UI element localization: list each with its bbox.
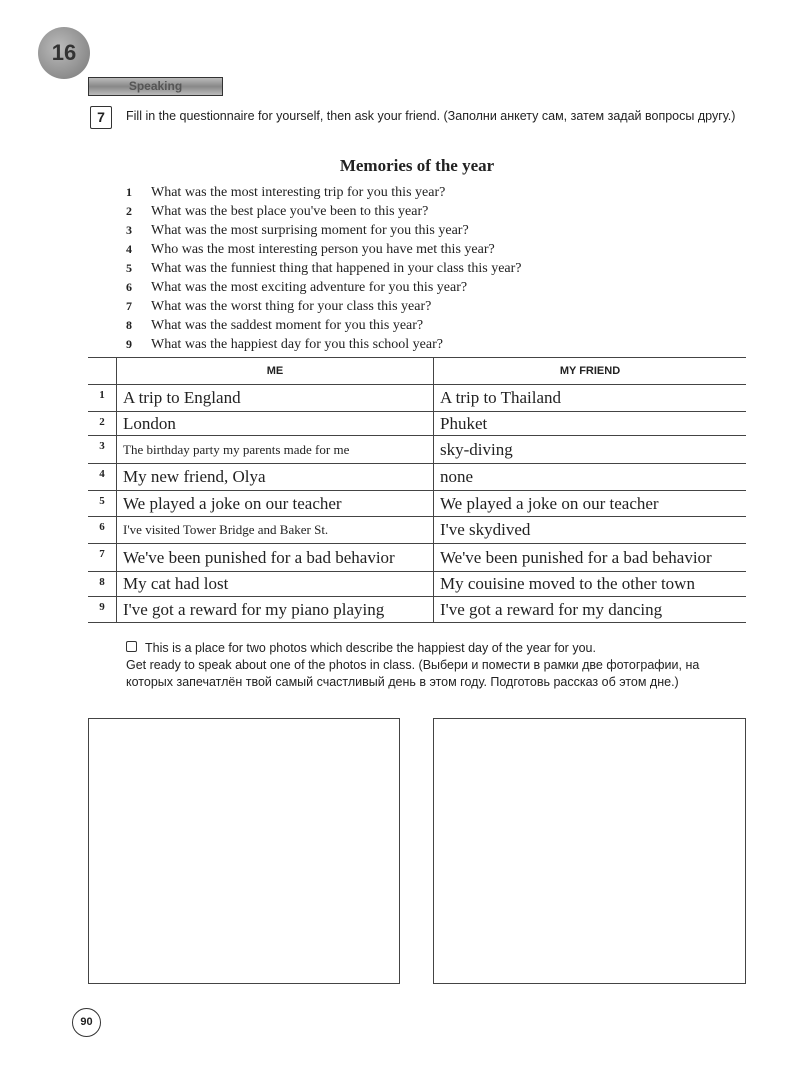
question-number: 1: [126, 185, 132, 199]
me-answer[interactable]: My new friend, Olya: [117, 464, 434, 491]
question-number: 5: [126, 261, 132, 275]
row-number: 2: [88, 412, 117, 436]
friend-answer[interactable]: My couisine moved to the other town: [434, 572, 747, 597]
question-item: [126, 259, 522, 278]
question-item: [126, 297, 522, 316]
table-row: [88, 491, 746, 517]
table-row: [88, 572, 746, 597]
question-text: What was the most interesting trip for you this year?: [151, 185, 446, 200]
me-answer[interactable]: The birthday party my parents made for me: [117, 436, 434, 464]
question-item: [126, 316, 522, 335]
question-item: [126, 202, 522, 221]
question-text: What was the best place you've been to this year?: [151, 204, 429, 219]
question-item: [126, 335, 522, 354]
row-number: 4: [88, 464, 117, 491]
friend-answer[interactable]: We've been punished for a bad behavior: [434, 544, 747, 572]
friend-answer[interactable]: none: [434, 464, 747, 491]
me-answer[interactable]: We played a joke on our teacher: [117, 491, 434, 517]
question-number: 2: [126, 204, 132, 218]
row-number: 5: [88, 491, 117, 517]
question-item: [126, 221, 522, 240]
question-item: [126, 183, 522, 202]
photo-instruction-line1: This is a place for two photos which describe the happiest day of the year for you.: [145, 641, 596, 655]
table-row: [88, 436, 746, 464]
photo-frame-left[interactable]: [88, 718, 400, 984]
friend-answer[interactable]: I've got a reward for my dancing: [434, 597, 747, 623]
friend-answer[interactable]: I've skydived: [434, 517, 747, 544]
photo-instruction-line2: Get ready to speak about one of the photos in class. (Выбери и помести в рамки две фотографии, на которых запечатлён твой самый счастливый день в этом году. Подготовь рассказ об этом дне.): [126, 658, 700, 689]
unit-badge: 16: [38, 27, 90, 79]
row-number: 8: [88, 572, 117, 597]
question-text: What was the worst thing for your class this year?: [151, 299, 432, 314]
friend-header: MY FRIEND: [434, 358, 747, 385]
question-text: What was the saddest moment for you this year?: [151, 318, 424, 333]
row-number-header: [88, 358, 117, 385]
question-number: 8: [126, 318, 132, 332]
me-answer[interactable]: We've been punished for a bad behavior: [117, 544, 434, 572]
question-number: 4: [126, 242, 132, 256]
row-number: 3: [88, 436, 117, 464]
question-number: 3: [126, 223, 132, 237]
task-instruction: Fill in the questionnaire for yourself, then ask your friend. (Заполни анкету сам, затем задай вопросы другу.): [126, 109, 736, 123]
row-number: 9: [88, 597, 117, 623]
question-text: Who was the most interesting person you have met this year?: [151, 242, 495, 257]
question-number: 9: [126, 337, 132, 351]
row-number: 6: [88, 517, 117, 544]
photo-frame-right[interactable]: [433, 718, 746, 984]
row-number: 1: [88, 385, 117, 412]
me-answer[interactable]: I've got a reward for my piano playing: [117, 597, 434, 623]
page-number: 90: [72, 1008, 101, 1037]
section-label: Speaking: [88, 77, 223, 96]
question-item: [126, 240, 522, 259]
friend-answer[interactable]: Phuket: [434, 412, 747, 436]
question-text: What was the most exciting adventure for you this year?: [151, 280, 468, 295]
table-row: [88, 597, 746, 623]
answers-table: [88, 357, 746, 623]
question-list: [126, 183, 522, 354]
friend-answer[interactable]: We played a joke on our teacher: [434, 491, 747, 517]
question-item: [126, 278, 522, 297]
table-row: [88, 385, 746, 412]
table-row: [88, 464, 746, 491]
friend-answer[interactable]: sky-diving: [434, 436, 747, 464]
table-row: [88, 412, 746, 436]
me-answer[interactable]: I've visited Tower Bridge and Baker St.: [117, 517, 434, 544]
question-text: What was the happiest day for you this school year?: [151, 337, 443, 352]
checkbox-icon: [126, 641, 137, 652]
questionnaire-title: Memories of the year: [339, 156, 495, 175]
question-number: 7: [126, 299, 132, 313]
me-answer[interactable]: London: [117, 412, 434, 436]
me-answer[interactable]: A trip to England: [117, 385, 434, 412]
me-header: ME: [117, 358, 434, 385]
question-text: What was the most surprising moment for you this year?: [151, 223, 469, 238]
table-row: [88, 517, 746, 544]
row-number: 7: [88, 544, 117, 572]
question-number: 6: [126, 280, 132, 294]
photo-instruction: [126, 640, 746, 691]
task-number: 7: [90, 106, 112, 129]
me-answer[interactable]: My cat had lost: [117, 572, 434, 597]
table-row: [88, 544, 746, 572]
question-text: What was the funniest thing that happened in your class this year?: [151, 261, 522, 276]
friend-answer[interactable]: A trip to Thailand: [434, 385, 747, 412]
